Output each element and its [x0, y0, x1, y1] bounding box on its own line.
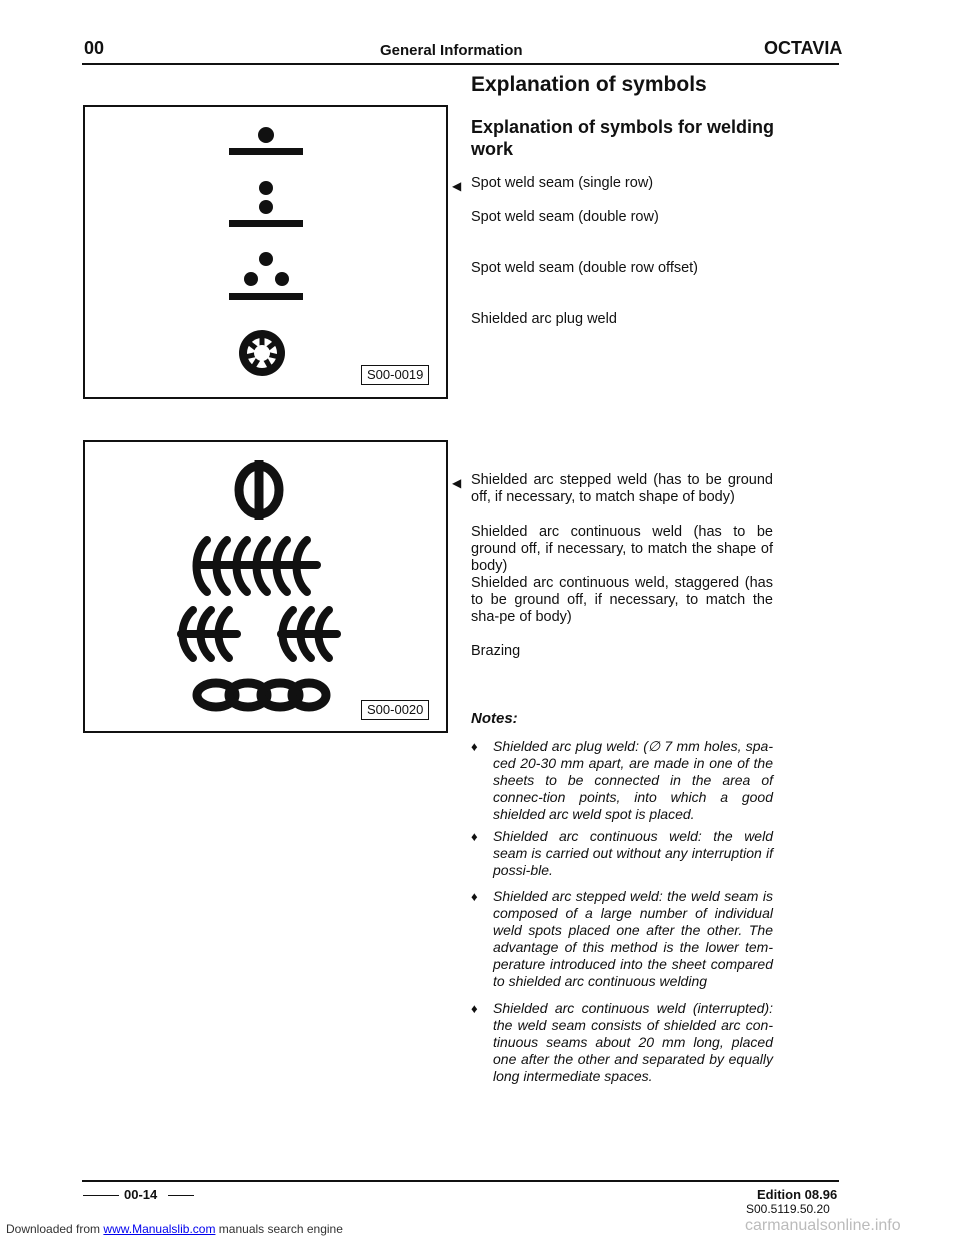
note-item: ♦ Shielded arc continuous weld (interrupted): the weld seam consists of shielded arc con-tinuous seams about 20 mm long, placed one after the other and separated by equally long intermediate spaces. [471, 1000, 773, 1084]
diamond-bullet-icon: ♦ [471, 1001, 478, 1016]
diamond-bullet-icon: ♦ [471, 829, 478, 844]
document-code: S00.5119.50.20 [746, 1202, 830, 1216]
legend-item: Shielded arc continuous weld (has to be ground off, if necessary, to match the shape of body) [471, 524, 773, 574]
edition-label: Edition 08.96 [757, 1187, 838, 1202]
spot-weld-symbols-illustration [85, 107, 446, 397]
legend-item: Shielded arc plug weld [471, 311, 617, 327]
section-title: General Information [380, 42, 523, 59]
legend-item: Shielded arc stepped weld (has to be ground off, if necessary, to match shape of body) [471, 472, 773, 505]
figure-label: S00-0020 [361, 700, 429, 720]
chapter-number: 00 [84, 38, 105, 58]
diamond-bullet-icon: ♦ [471, 739, 478, 754]
note-item: ♦ Shielded arc continuous weld: the weld seam is carried out without any interruption if possi-ble. [471, 828, 773, 878]
pointer-arrow-icon: ◀ [452, 179, 462, 193]
legend-item: Brazing [471, 643, 521, 659]
legend-item: Spot weld seam (single row) [471, 175, 654, 191]
manualslib-link[interactable]: www.Manualslib.com [103, 1222, 216, 1236]
arc-weld-symbols-illustration [85, 442, 446, 731]
footer-dash-right [168, 1195, 194, 1196]
notes-heading: Notes: [471, 710, 518, 727]
note-item: ♦ Shielded arc stepped weld: the weld seam is composed of a large number of individual weld spots placed one after the other. The advantage of this method is the lower tem-perature introduced into the sheet compared to shielded arc continuous welding [471, 888, 773, 989]
figure-label: S00-0019 [361, 365, 429, 385]
pointer-arrow-icon: ◀ [452, 476, 462, 490]
footer-dash-left [83, 1195, 119, 1196]
figure-arc-weld-symbols [83, 440, 448, 733]
legend-item: Spot weld seam (double row offset) [471, 260, 699, 276]
page-title: Explanation of symbols [471, 73, 707, 96]
footer-rule [82, 1180, 839, 1182]
page-number: 00-14 [124, 1187, 158, 1202]
legend-item: Shielded arc continuous weld, staggered (has to be ground off, if necessary, to match the sha-pe of body) [471, 575, 773, 625]
download-notice: Downloaded from www.Manualslib.com manuals search engine [6, 1222, 343, 1236]
note-item: ♦ Shielded arc plug weld: (∅ 7 mm holes, spa-ced 20-30 mm apart, are made in one of the sheets to be connected in the area of connec-tion points, into which a good shielded arc weld spot is placed. [471, 738, 773, 822]
watermark: carmanualsonline.info [745, 1217, 901, 1234]
model-name: OCTAVIA [764, 38, 843, 58]
legend-item: Spot weld seam (double row) [471, 209, 659, 225]
figure-spot-weld-symbols [83, 105, 448, 399]
header-rule [82, 63, 839, 65]
diamond-bullet-icon: ♦ [471, 889, 478, 904]
section-subheading: Explanation of symbols for welding work [471, 117, 775, 159]
